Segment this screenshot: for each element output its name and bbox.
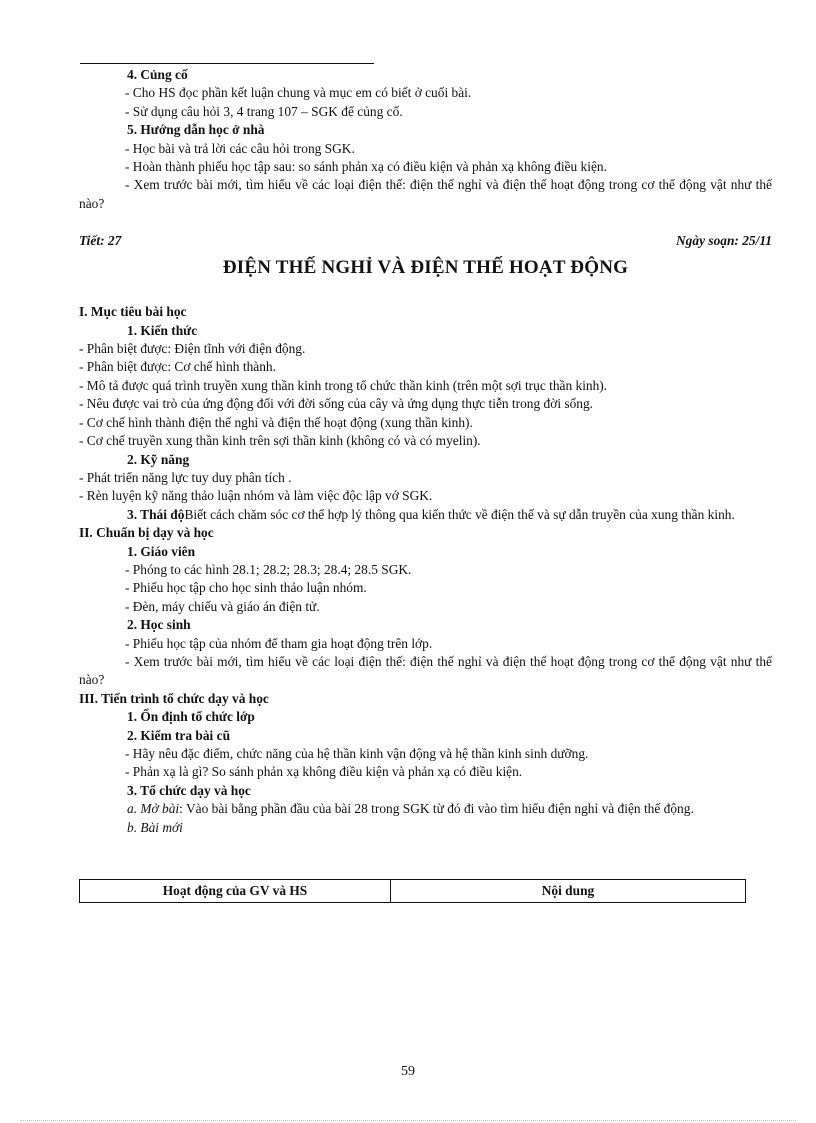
text-line: - Hoàn thành phiếu học tập sau: so sánh phản xạ có điều kiện và phản xạ không điều kiện. (125, 159, 607, 175)
table-header-activity: Hoạt động của GV và HS (80, 880, 391, 903)
text-line: - Phản xạ là gì? So sánh phản xạ không điều kiện và phản xạ có điều kiện. (125, 764, 523, 780)
subheading-thai-do: 3. Thái độ (127, 506, 185, 522)
text-line: - Sử dụng câu hỏi 3, 4 trang 107 – SGK để củng cố. (125, 103, 403, 119)
heading-huong-dan: 5. Hướng dẫn học ở nhà (127, 122, 265, 138)
text-line: - Đèn, máy chiếu và giáo án điện tử. (125, 598, 320, 614)
page-bottom-edge (20, 1120, 796, 1121)
bai-moi-label: b. Bài mới (127, 819, 183, 835)
text-line: - Phóng to các hình 28.1; 28.2; 28.3; 28.4; 28.5 SGK. (125, 561, 412, 577)
lesson-title: ĐIỆN THẾ NGHỈ VÀ ĐIỆN THẾ HOẠT ĐỘNG (222, 257, 629, 279)
section-heading-1: I. Mục tiêu bài học (79, 304, 187, 320)
subheading-on-dinh: 1. Ổn định tổ chức lớp (127, 709, 255, 725)
subheading-giao-vien: 1. Giáo viên (127, 543, 196, 559)
text-line: - Phân biệt được: Điện tĩnh với điện động. (79, 341, 306, 357)
subheading-to-chuc: 3. Tổ chức dạy và học (127, 782, 251, 798)
subheading-kien-thuc: 1. Kiến thức (127, 322, 198, 338)
table-header-content: Nội dung (391, 880, 746, 903)
text-line: - Phân biệt được: Cơ chế hình thành. (79, 359, 276, 375)
header-rule (80, 63, 374, 64)
mo-bai-paragraph (79, 800, 772, 818)
section-heading-2: II. Chuẩn bị dạy và học (79, 525, 214, 541)
text-line: - Phiếu học tập của nhóm để tham gia hoạt động trên lớp. (125, 635, 433, 651)
attitude-text: Biết cách chăm sóc cơ thể hợp lý thông qua kiến thức về điện thế và sự dẫn truyền của xung thần kinh. (184, 506, 735, 522)
lesson-header (79, 233, 772, 253)
text-line: - Phát triển năng lực tuy duy phân tích . (79, 469, 292, 485)
text-paragraph: - Xem trước bài mới, tìm hiểu về các loại điện thế: điện thế nghỉ và điện thế hoạt động trong cơ thể động vật như thế nào? (79, 177, 772, 211)
text-line: - Học bài và trả lời các câu hỏi trong SGK. (125, 140, 355, 156)
mo-bai-label: a. Mở bài (127, 801, 180, 817)
lesson-period: Tiết: 27 (79, 233, 122, 249)
lesson-date: Ngày soạn: 25/11 (676, 233, 772, 249)
subheading-ky-nang: 2. Kỹ năng (127, 451, 190, 467)
text-line: - Cho HS đọc phần kết luận chung và mục em có biết ở cuối bài. (125, 85, 472, 101)
page-number: 59 (401, 1064, 415, 1079)
section-heading-3: III. Tiến trình tổ chức dạy và học (79, 690, 269, 706)
text-line: - Mô tả được quá trình truyền xung thần kinh trong tổ chức thần kinh (trên một sợi trục thần kinh). (79, 377, 608, 393)
text-line: - Rèn luyện kỹ năng thảo luận nhóm và làm việc độc lập vớ SGK. (79, 488, 433, 504)
text-paragraph: - Xem trước bài mới, tìm hiểu về các loại điện thế: điện thế nghỉ và điện thế hoạt động trong cơ thể động vật như thế nào? (79, 653, 772, 688)
activity-table (79, 879, 746, 903)
heading-cung-co: 4. Củng cố (127, 67, 188, 82)
text-line: - Cơ chế truyền xung thần kinh trên sợi thần kinh (không có và có myelin). (79, 433, 481, 449)
text-line: - Phiếu học tập cho học sinh thảo luận nhóm. (125, 580, 367, 596)
subheading-kiem-tra: 2. Kiểm tra bài cũ (127, 727, 231, 743)
text-line: - Cơ chế hình thành điện thế nghỉ và điện thế hoạt động (xung thần kinh). (79, 414, 473, 430)
table-header-row (80, 880, 746, 903)
subheading-hoc-sinh: 2. Học sinh (127, 617, 191, 633)
attitude-paragraph (79, 506, 772, 524)
text-line: - Nêu được vai trò của ứng động đối với đời sống của cây và ứng dụng thực tiễn trong đời sống. (79, 396, 594, 412)
document-body (79, 66, 772, 837)
mo-bai-text: : Vào bài bằng phần đầu của bài 28 trong SGK từ đó đi vào tìm hiểu điện nghỉ và điện thế động. (179, 801, 694, 817)
text-line: - Hãy nêu đặc điểm, chức năng của hệ thần kinh vận động và hệ thần kinh sinh dưỡng. (125, 746, 589, 761)
